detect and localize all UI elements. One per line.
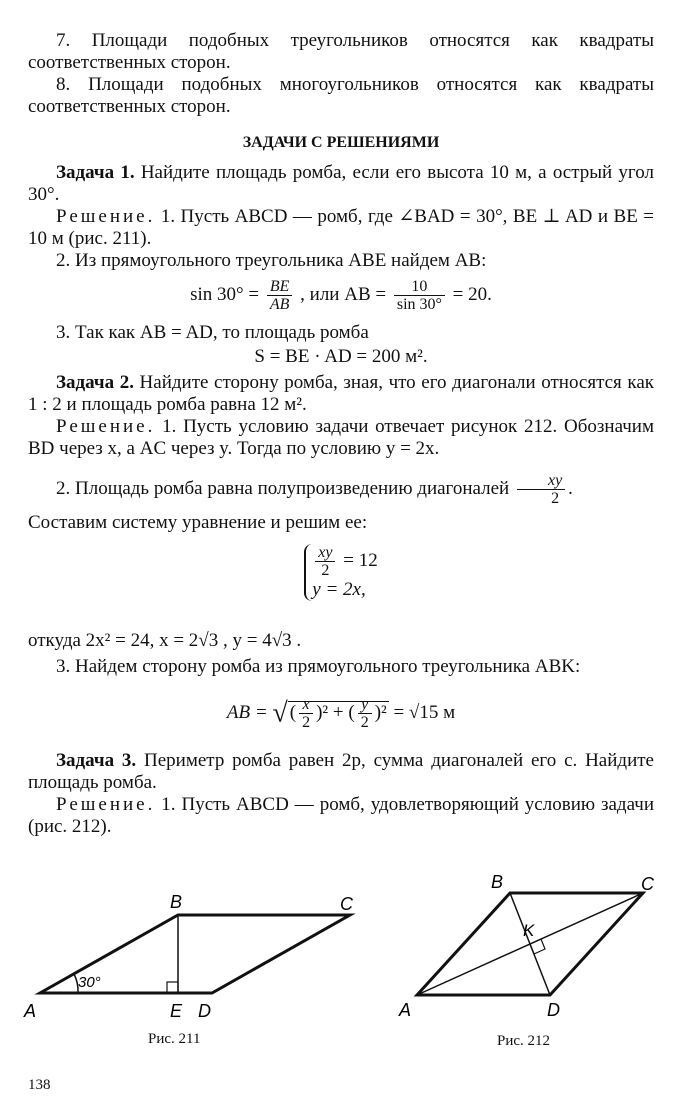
figure-211 (20, 890, 370, 1025)
point-k: K (523, 921, 535, 940)
problem-2-whence: откуда 2x² = 24, x = 2√3 , y = 4√3 . (28, 630, 302, 651)
fraction-xy-2: $\frac{xy}{2}$ (517, 472, 565, 507)
problem-2-system-intro: Составим систему уравнение и решим ее: (28, 512, 368, 533)
page-number: 138 (28, 1077, 51, 1093)
formula-ab-sqrt: AB = √ ( $\frac{x}{2}$ )² + ( $\frac{y}{2}$ )² = √15 м (226, 696, 456, 731)
problem-3-solution-step-1: Решение. 1. Пусть ABCD — ромб, удовлетворяющий условию задачи (рис. 212). (28, 794, 654, 837)
problem-3-label: Задача 3. (56, 750, 137, 771)
equation-system: $\frac{xy}{2}$ = 12 y = 2x, (28, 544, 654, 601)
figure-212-caption: Рис. 212 (497, 1033, 551, 1049)
problem-1-solution-step-2: 2. Из прямоугольного треугольника ABE найдем AB: (56, 250, 487, 271)
vertex-d: D (198, 1001, 211, 1021)
angle-label: 30° (78, 974, 101, 991)
problem-3: Задача 3. Периметр ромба равен 2p, сумма диагоналей его c. Найдите площадь ромба. (28, 750, 654, 793)
right-angle-mark (167, 982, 178, 993)
point-e: E (170, 1001, 183, 1021)
section-heading: ЗАДАЧИ С РЕШЕНИЯМИ (242, 134, 440, 151)
figure-211-caption: Рис. 211 (148, 1031, 201, 1047)
formula-sin30: sin 30° = $\frac{BE}{AB}$ , или AB = $\frac{10}{\sin 30^\circ}$ = 20. (190, 278, 492, 313)
solution-label: Решение. (56, 794, 156, 815)
vertex-b: B (170, 892, 183, 912)
fraction-be-ab: $\frac{BE}{AB}$ (267, 278, 293, 313)
vertex-c: C (340, 894, 353, 914)
problem-1-solution-step-3: 3. Так как AB = AD, то площадь ромба (56, 322, 369, 343)
problem-2: Задача 2. Найдите сторону ромба, зная, что его диагонали относятся как 1 : 2 и площадь ромба равна 12 м². (28, 372, 654, 415)
vertex-a: A (24, 1001, 37, 1021)
vertex-b: B (491, 872, 504, 892)
problem-1-label: Задача 1. (56, 162, 135, 183)
problem-2-solution-step-1: Решение. 1. Пусть условию задачи отвечает рисунок 212. Обозначим BD через x, а AC через y. Тогда по условию y = 2x. (28, 416, 654, 459)
vertex-a: A (399, 1000, 412, 1020)
problem-1-solution-step-1: Решение. 1. Пусть ABCD — ромб, где ∠BAD = 30°, BE ⊥ AD и BE = 10 м (рис. 211). (28, 206, 654, 249)
problem-2-solution-step-3: 3. Найдем сторону ромба из прямоугольного треугольника ABK: (56, 656, 581, 677)
item-7: 7. Площади подобных треугольников относятся как квадраты соответственных сторон. (28, 30, 654, 73)
solution-label: Решение. (56, 206, 156, 227)
solution-label: Решение. (56, 416, 156, 437)
problem-2-label: Задача 2. (56, 372, 134, 393)
fraction-10-sin30: $\frac{10}{\sin 30^\circ}$ (394, 278, 445, 313)
vertex-d: D (547, 1000, 560, 1020)
item-8: 8. Площади подобных многоугольников относятся как квадраты соответственных сторон. (28, 74, 654, 117)
formula-area: S = BE · AD = 200 м². (254, 346, 428, 367)
vertex-c: C (641, 874, 654, 894)
problem-2-solution-step-2: 2. Площадь ромба равна полупроизведению диагоналей $\frac{xy}{2}$ . (56, 472, 573, 507)
problem-1-text: Найдите площадь ромба, если его высота 10 м, а острый угол 30°. (28, 162, 654, 205)
problem-1 (28, 162, 654, 206)
figure-212 (395, 870, 670, 1030)
